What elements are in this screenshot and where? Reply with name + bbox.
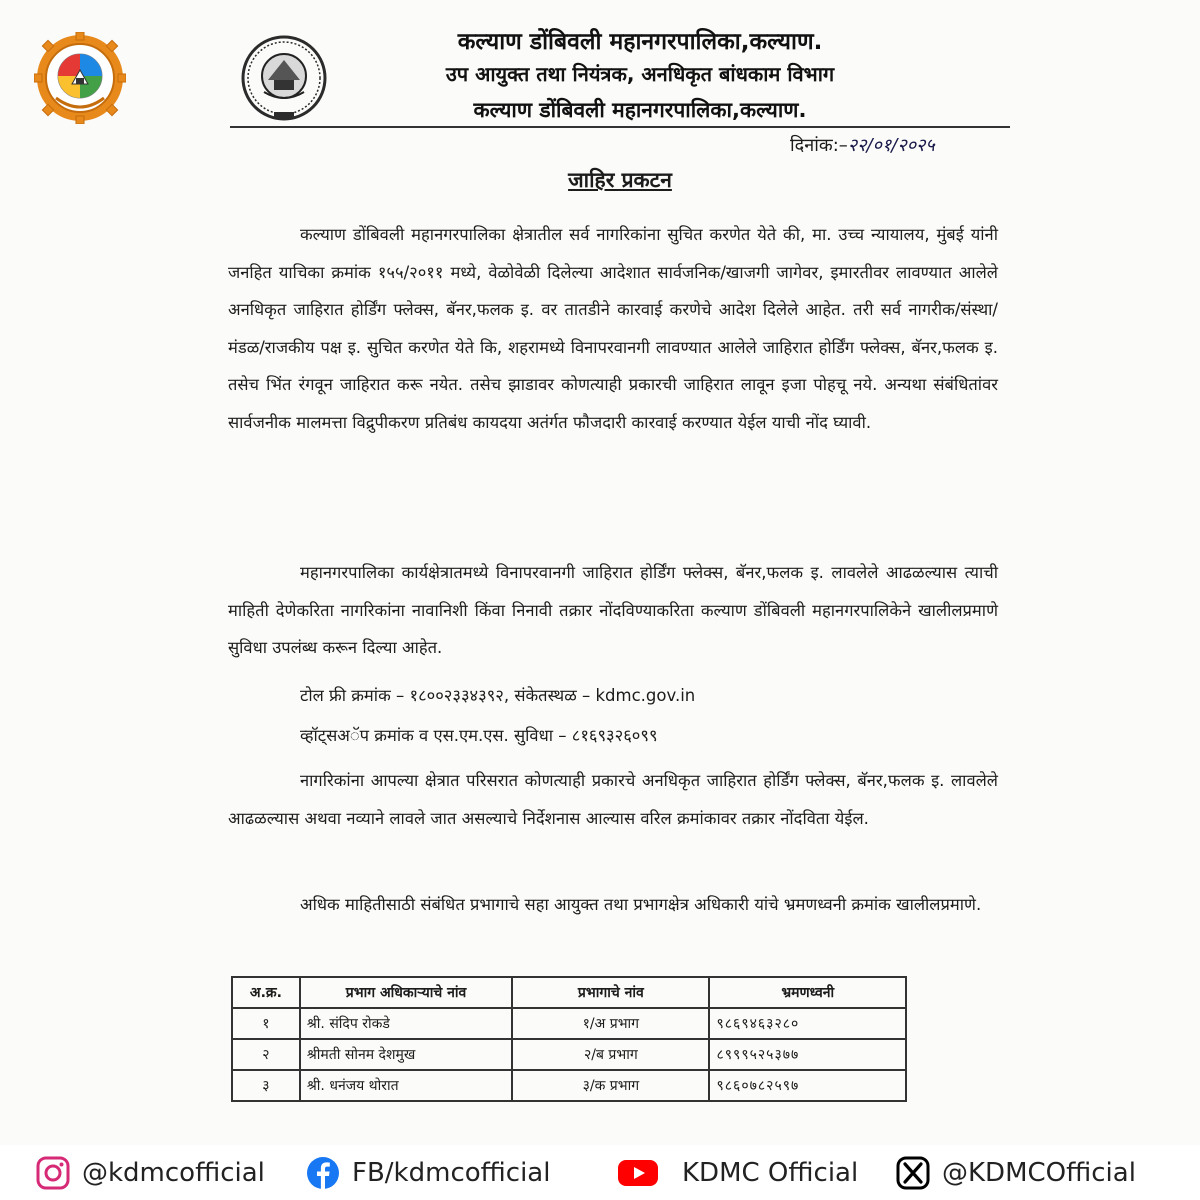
municipal-seal-icon xyxy=(238,32,330,124)
table-row xyxy=(232,1070,906,1101)
paragraph-4: अधिक माहितीसाठी संबंधित प्रभागाचे सहा आयुक्त तथा प्रभागक्षेत्र अधिकारी यांचे भ्रमणध्वनी क्रमांक खालीलप्रमाणे. xyxy=(300,895,982,914)
youtube-link[interactable] xyxy=(618,1158,858,1188)
table-header: प्रभाग अधिकाऱ्याचे नांव xyxy=(300,977,512,1008)
date-line xyxy=(790,133,935,157)
date-value: २२/०१/२०२५ xyxy=(847,135,935,156)
x-link[interactable] xyxy=(896,1158,1136,1188)
kdmc-logo-icon xyxy=(34,32,126,124)
paragraph-2: महानगरपालिका कार्यक्षेत्रातमध्ये विनापरवानगी जाहिरात होर्डिंग फ्लेक्स, बॅनर,फलक इ. लावलेले आढळल्यास त्याची माहिती देणेकरिता नागरिकांना नावानिशी किंवा निनावी तक्रार नोंदविण्याकरिता कल्याण डोंबिवली महानगरपालिकेने खालीलप्रमाणे सुविधा उपलंब्ध करून दिल्या आहेत. xyxy=(228,563,998,657)
officers-table xyxy=(231,976,907,1102)
whatsapp-line: व्हॉट्सअॅप क्रमांक व एस.एम.एस. सुविधा – ८१६९३२६०९९ xyxy=(300,726,658,745)
header-divider xyxy=(230,126,1010,128)
table-cell: ३ xyxy=(232,1070,300,1101)
table-cell: २/ब प्रभाग xyxy=(512,1039,709,1070)
table-cell: २ xyxy=(232,1039,300,1070)
header-line-2: उप आयुक्त तथा नियंत्रक, अनधिकृत बांधकाम विभाग xyxy=(445,62,835,86)
table-header: प्रभागाचे नांव xyxy=(512,977,709,1008)
facebook-handle: FB/kdmcofficial xyxy=(352,1158,551,1188)
table-row xyxy=(232,1008,906,1039)
table-cell: श्रीमती सोनम देशमुख xyxy=(300,1039,512,1070)
x-icon xyxy=(896,1156,930,1190)
notice-title: जाहिर प्रकटन xyxy=(568,168,672,192)
tollfree-line: टोल फ्री क्रमांक – १८००२३३४३९२, संकेतस्थळ – kdmc.gov.in xyxy=(300,686,696,705)
paragraph-3: नागरिकांना आपल्या क्षेत्रात परिसरात कोणत्याही प्रकारचे अनधिकृत जाहिरात होर्डिंग फ्लेक्स, बॅनर,फलक इ. लावलेले आढळल्यास अथवा नव्याने लावले जात असल्याचे निर्देशनास आल्यास वरिल क्रमांकावर तक्रार नोंदविता येईल. xyxy=(228,771,998,828)
table-header: भ्रमणध्वनी xyxy=(709,977,906,1008)
instagram-link[interactable] xyxy=(36,1158,265,1188)
social-footer xyxy=(0,1145,1200,1200)
table-header: अ.क्र. xyxy=(232,977,300,1008)
table-header-row xyxy=(232,977,906,1008)
table-cell: श्री. संदिप रोकडे xyxy=(300,1008,512,1039)
facebook-icon xyxy=(306,1156,340,1190)
table-cell: ९८६९४६३२८० xyxy=(709,1008,906,1039)
table-cell: ९८६०७८२५९७ xyxy=(709,1070,906,1101)
table-row xyxy=(232,1039,906,1070)
x-handle: @KDMCOfficial xyxy=(942,1158,1136,1188)
youtube-icon xyxy=(618,1158,658,1188)
header-line-3: कल्याण डोंबिवली महानगरपालिका,कल्याण. xyxy=(473,98,807,122)
date-label: दिनांक:– xyxy=(790,135,848,156)
table-cell: ३/क प्रभाग xyxy=(512,1070,709,1101)
table-cell: ८९९९५२५३७७ xyxy=(709,1039,906,1070)
instagram-icon xyxy=(36,1156,70,1190)
youtube-channel: KDMC Official xyxy=(682,1158,859,1188)
instagram-handle: @kdmcofficial xyxy=(82,1158,265,1188)
paragraph-1: कल्याण डोंबिवली महानगरपालिका क्षेत्रातील सर्व नागरिकांना सुचित करणेत येते की, मा. उच्च न्यायालय, मुंबई यांनी जनहित याचिका क्रमांक १५५/२०११ मध्ये, वेळोवेळी दिलेल्या आदेशात सार्वजनिक/खाजगी जागेवर, इमारतीवर लावण्यात आलेले अनधिकृत जाहिरात होर्डिंग फ्लेक्स, बॅनर,फलक इ. वर तातडीने कारवाई करणेचे आदेश दिलेले आहेत. तरी सर्व नागरीक/संस्था/मंडळ/राजकीय पक्ष इ. सुचित करणेत येते कि, शहरामध्ये विनापरवानगी लावण्यात आलेले जाहिरात होर्डिंग फ्लेक्स, बॅनर,फलक इ. तसेच भिंत रंगवून जाहिरात करू नयेत. तसेच झाडावर कोणत्याही प्रकारची जाहिरात लावून इजा पोहचू नये. अन्यथा संबंधितांवर सार्वजनीक मालमत्ता विद्रुपीकरण प्रतिबंध कायदया अतंर्गत फौजदारी कारवाई करण्यात येईल याची नोंद घ्यावी. xyxy=(228,225,998,432)
facebook-link[interactable] xyxy=(306,1158,550,1188)
header-line-1: कल्याण डोंबिवली महानगरपालिका,कल्याण. xyxy=(457,29,823,55)
table-cell: श्री. धनंजय थोरात xyxy=(300,1070,512,1101)
table-cell: १ xyxy=(232,1008,300,1039)
table-cell: १/अ प्रभाग xyxy=(512,1008,709,1039)
